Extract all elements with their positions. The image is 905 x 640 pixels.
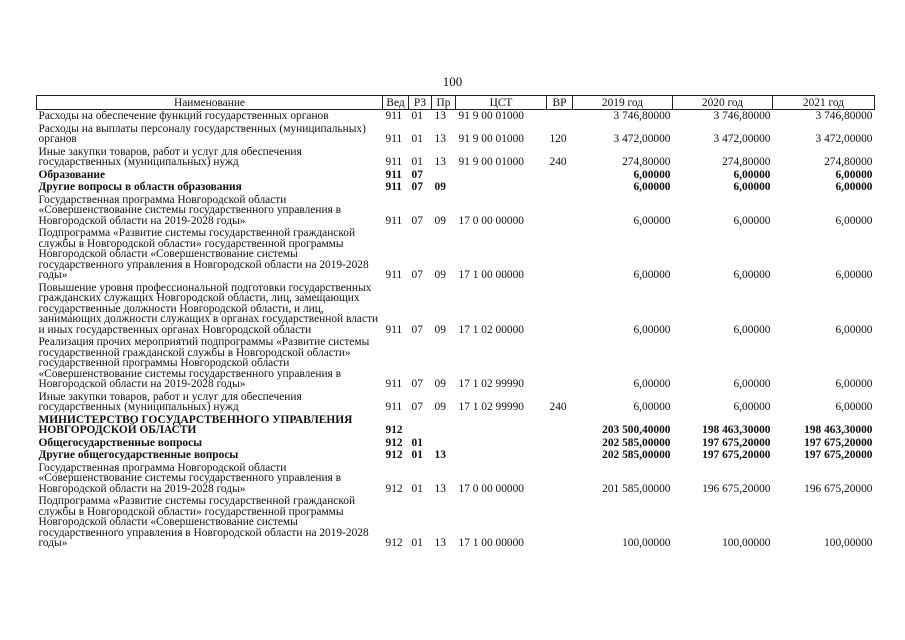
table-row xyxy=(37,146,875,169)
cell-vr xyxy=(547,181,573,194)
cell-2021: 6,00000 xyxy=(835,378,873,390)
cell-cst: 91 9 00 01000 xyxy=(458,156,524,168)
table-row xyxy=(37,282,875,337)
column-header-cst: ЦСТ xyxy=(456,96,547,110)
cell-ved: 912 xyxy=(385,482,403,495)
cell-2021: 3 746,80000 xyxy=(815,110,873,122)
cell-ved: 911 xyxy=(385,323,403,336)
column-header-rz: РЗ xyxy=(409,96,432,110)
cell-name: Повышение уровня профессиональной подготовки государственных гражданских служащих Новгородской области, лиц, замещающих государственные должности Новгородской области, и лиц, занимающих должности служащих в органах государственной власти и иных государственных органах Новгородской области xyxy=(38,281,379,336)
cell-rz: 07 xyxy=(411,378,423,390)
cell-pr: 13 xyxy=(434,482,446,495)
cell-2021: 197 675,20000 xyxy=(804,449,873,461)
cell-2020: 6,00000 xyxy=(733,323,771,336)
cell-2019: 100,00000 xyxy=(622,537,671,549)
table-header-row xyxy=(37,96,875,110)
cell-2020: 100,00000 xyxy=(722,537,771,549)
cell-ved: 911 xyxy=(385,378,403,390)
cell-2021: 6,00000 xyxy=(835,323,873,336)
cell-rz: 01 xyxy=(411,156,423,168)
cell-name: Государственная программа Новгородской области «Совершенствование системы государственного управления в Новгородской области на 2019-2028 годы» xyxy=(38,461,342,495)
table-row xyxy=(37,194,875,228)
cell-pr: 13 xyxy=(434,110,446,122)
cell-rz: 07 xyxy=(411,181,423,193)
cell-rz: 01 xyxy=(411,436,423,449)
cell-vr xyxy=(547,495,573,550)
cell-vr: 240 xyxy=(549,401,567,413)
cell-name: Общегосударственные вопросы xyxy=(38,436,203,449)
cell-name: Другие вопросы в области образования xyxy=(38,181,242,193)
cell-2021: 6,00000 xyxy=(835,168,873,181)
cell-rz: 01 xyxy=(411,482,423,495)
cell-cst: 17 1 00 00000 xyxy=(458,537,524,549)
cell-2020: 6,00000 xyxy=(733,214,771,227)
cell-name: Другие общегосударственные вопросы xyxy=(38,449,239,461)
cell-vr xyxy=(547,462,573,496)
column-header-vr: ВР xyxy=(547,96,573,110)
cell-name: Подпрограмма «Развитие системы государственной гражданской службы в Новгородской области» государственной программы Новгородской области «Совершенствование системы государственного управления в Новгородской области на 2019-2028 годы» xyxy=(38,227,369,281)
cell-2019: 6,00000 xyxy=(633,181,671,193)
cell-name: Расходы на обеспечение функций государственных органов xyxy=(38,110,329,122)
cell-pr: 13 xyxy=(434,449,446,461)
table-row xyxy=(37,437,875,450)
cell-2021: 6,00000 xyxy=(835,214,873,227)
cell-2021: 6,00000 xyxy=(835,401,873,413)
column-header-2019: 2019 год xyxy=(573,96,673,110)
cell-2020: 197 675,20000 xyxy=(702,449,771,461)
cell-vr: 120 xyxy=(549,133,567,145)
cell-vr xyxy=(547,194,573,228)
cell-2020: 6,00000 xyxy=(733,168,771,181)
cell-ved: 911 xyxy=(385,269,403,281)
cell-2019: 3 472,00000 xyxy=(613,133,671,145)
cell-2021: 6,00000 xyxy=(835,269,873,281)
cell-pr: 13 xyxy=(434,133,446,145)
cell-2021: 6,00000 xyxy=(835,181,873,193)
cell-cst xyxy=(456,414,547,437)
column-header-pr: Пр xyxy=(432,96,456,110)
cell-name: Расходы на выплаты персоналу государственных (муниципальных) органов xyxy=(38,122,366,145)
cell-name: МИНИСТЕРСТВО ГОСУДАРСТВЕННОГО УПРАВЛЕНИЯ НОВГОРОДСКОЙ ОБЛАСТИ xyxy=(38,413,353,436)
cell-cst: 17 0 00 00000 xyxy=(458,214,524,227)
cell-name: Иные закупки товаров, работ и услуг для обеспечения государственных (муниципальных) нужд xyxy=(38,390,302,413)
cell-rz: 01 xyxy=(411,449,423,461)
cell-pr: 09 xyxy=(434,181,446,193)
cell-pr: 09 xyxy=(434,378,446,390)
cell-2020: 6,00000 xyxy=(733,378,771,390)
cell-2020: 198 463,30000 xyxy=(702,424,771,436)
cell-2019: 201 585,00000 xyxy=(602,482,671,495)
cell-cst xyxy=(456,169,547,182)
cell-vr xyxy=(547,336,573,391)
cell-2020: 6,00000 xyxy=(733,401,771,413)
table-row xyxy=(37,181,875,194)
cell-ved: 912 xyxy=(385,436,403,449)
cell-ved: 911 xyxy=(385,214,403,227)
cell-vr xyxy=(547,110,573,123)
cell-ved: 911 xyxy=(385,133,403,145)
cell-2020: 6,00000 xyxy=(733,181,771,193)
cell-name: Государственная программа Новгородской области «Совершенствование системы государственного управления в Новгородской области на 2019-2028 годы» xyxy=(38,193,342,227)
table-row xyxy=(37,227,875,282)
table-row xyxy=(37,462,875,496)
cell-pr xyxy=(432,169,456,182)
column-header-2020: 2020 год xyxy=(673,96,773,110)
cell-pr: 13 xyxy=(434,537,446,549)
cell-2020: 197 675,20000 xyxy=(702,436,771,449)
cell-vr xyxy=(547,282,573,337)
cell-name: Иные закупки товаров, работ и услуг для обеспечения государственных (муниципальных) нужд xyxy=(38,145,302,168)
cell-ved: 911 xyxy=(385,168,402,181)
cell-2019: 6,00000 xyxy=(633,214,671,227)
cell-2021: 274,80000 xyxy=(824,156,873,168)
cell-2019: 3 746,80000 xyxy=(613,110,671,122)
cell-cst: 91 9 00 01000 xyxy=(458,110,524,122)
table-row xyxy=(37,391,875,414)
cell-pr: 13 xyxy=(434,156,446,168)
cell-pr xyxy=(432,437,456,450)
cell-cst: 91 9 00 01000 xyxy=(458,133,524,145)
cell-2021: 3 472,00000 xyxy=(815,133,873,145)
cell-ved: 911 xyxy=(385,401,403,413)
cell-2020: 6,00000 xyxy=(733,269,771,281)
table-row xyxy=(37,169,875,182)
cell-rz: 01 xyxy=(411,537,423,549)
table-row xyxy=(37,449,875,462)
cell-2019: 274,80000 xyxy=(622,156,671,168)
cell-2019: 6,00000 xyxy=(633,323,671,336)
cell-2019: 6,00000 xyxy=(633,269,671,281)
cell-2019: 203 500,40000 xyxy=(602,424,671,436)
cell-cst: 17 1 02 00000 xyxy=(458,323,524,336)
cell-cst xyxy=(456,449,547,462)
cell-cst: 17 1 02 99990 xyxy=(458,401,524,413)
table-row xyxy=(37,110,875,123)
cell-vr: 240 xyxy=(549,156,567,168)
cell-name: Образование xyxy=(38,168,106,181)
cell-vr xyxy=(547,169,573,182)
cell-ved: 912 xyxy=(385,537,403,549)
cell-ved: 911 xyxy=(385,110,403,122)
cell-2020: 3 746,80000 xyxy=(713,110,771,122)
cell-cst xyxy=(456,181,547,194)
cell-vr xyxy=(547,227,573,282)
table-body xyxy=(37,110,875,550)
page-number: 100 xyxy=(442,74,463,89)
cell-2020: 274,80000 xyxy=(722,156,771,168)
cell-2020: 196 675,20000 xyxy=(702,482,771,495)
cell-vr xyxy=(547,414,573,437)
cell-cst: 17 1 00 00000 xyxy=(458,269,524,281)
table-row xyxy=(37,495,875,550)
cell-cst: 17 0 00 00000 xyxy=(458,482,524,495)
cell-2021: 198 463,30000 xyxy=(804,424,873,436)
cell-pr: 09 xyxy=(434,323,446,336)
budget-table xyxy=(36,95,875,550)
cell-pr: 09 xyxy=(434,214,446,227)
cell-rz: 01 xyxy=(411,133,423,145)
cell-2019: 202 585,00000 xyxy=(602,436,671,449)
cell-pr xyxy=(432,414,456,437)
cell-ved: 911 xyxy=(385,156,403,168)
table-row xyxy=(37,414,875,437)
table-row xyxy=(37,336,875,391)
column-header-2021: 2021 год xyxy=(773,96,875,110)
cell-rz xyxy=(409,414,432,437)
cell-pr: 09 xyxy=(434,401,446,413)
cell-rz: 07 xyxy=(411,168,423,181)
column-header-ved: Вед xyxy=(383,96,409,110)
cell-pr: 09 xyxy=(434,269,446,281)
cell-2021: 196 675,20000 xyxy=(804,482,873,495)
table-row xyxy=(37,123,875,146)
cell-rz: 07 xyxy=(411,269,423,281)
cell-vr xyxy=(547,437,573,450)
cell-rz: 07 xyxy=(411,401,423,413)
cell-2019: 6,00000 xyxy=(633,401,671,413)
column-header-name: Наименование xyxy=(37,96,383,110)
cell-name: Реализация прочих мероприятий подпрограммы «Развитие системы государственной гражданской службы в Новгородской области» государственной программы Новгородской области «Совершенствование системы государственного управления в Новгородской области на 2019-2028 годы» xyxy=(38,336,370,390)
cell-2019: 202 585,00000 xyxy=(602,449,671,461)
cell-2019: 6,00000 xyxy=(633,378,671,390)
cell-ved: 911 xyxy=(385,181,402,193)
cell-rz: 07 xyxy=(411,214,423,227)
cell-cst: 17 1 02 99990 xyxy=(458,378,524,390)
cell-cst xyxy=(456,437,547,450)
cell-vr xyxy=(547,449,573,462)
cell-rz: 01 xyxy=(411,110,423,122)
cell-2021: 197 675,20000 xyxy=(804,436,873,449)
cell-name: Подпрограмма «Развитие системы государственной гражданской службы в Новгородской области» государственной программы Новгородской области «Совершенствование системы государственного управления в Новгородской области на 2019-2028 годы» xyxy=(38,495,369,549)
cell-2019: 6,00000 xyxy=(633,168,671,181)
cell-2021: 100,00000 xyxy=(824,537,873,549)
cell-2020: 3 472,00000 xyxy=(713,133,771,145)
cell-ved: 912 xyxy=(385,449,403,461)
cell-ved: 912 xyxy=(385,424,403,436)
cell-rz: 07 xyxy=(411,323,423,336)
